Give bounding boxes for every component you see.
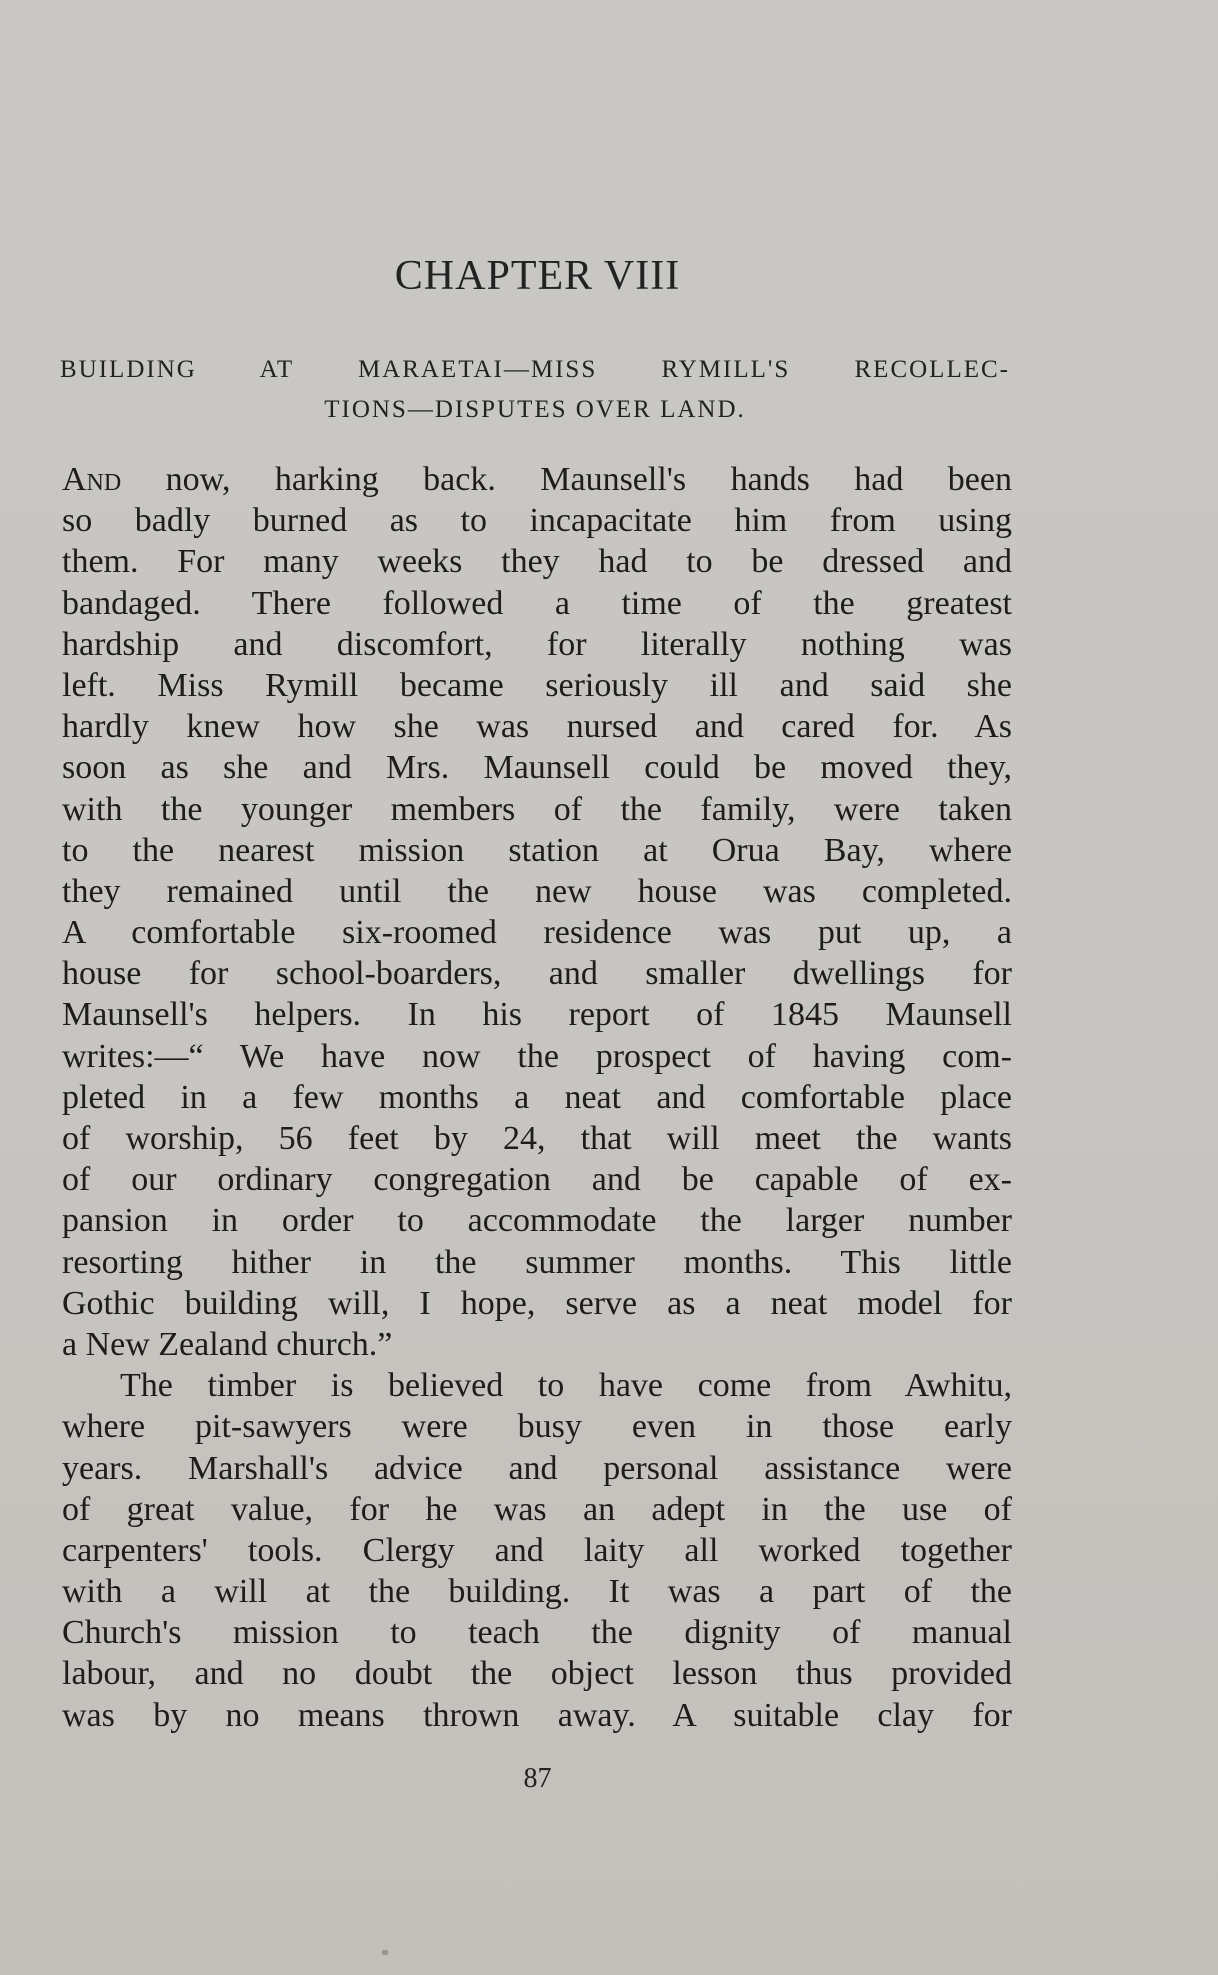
text-line: Maunsell's helpers. In his report of 1845 Maunsell	[62, 996, 1012, 1034]
chapter-subtitle-line: TIONS—DISPUTES OVER LAND.	[324, 396, 746, 423]
text-line: left. Miss Rymill became seriously ill and said she	[62, 666, 1012, 704]
text-line: hardly knew how she was nursed and cared for. As	[62, 708, 1012, 746]
text-line: with the younger members of the family, were taken	[62, 790, 1012, 828]
text-line: writes:—“ We have now the prospect of having com-	[62, 1037, 1012, 1075]
chapter-title: CHAPTER VIII	[394, 253, 681, 299]
text-line: to the nearest mission station at Orua Bay, where	[62, 831, 1012, 869]
text-line: years. Marshall's advice and personal assistance were	[62, 1449, 1012, 1487]
drop-lead-word: And	[62, 461, 122, 498]
text-line: of worship, 56 feet by 24, that will meet the wants	[62, 1120, 1012, 1157]
text-line: them. For many weeks they had to be dressed and	[62, 543, 1012, 581]
text-line: a New Zealand church.”	[62, 1325, 393, 1363]
text-line: of great value, for he was an adept in the use of	[62, 1490, 1012, 1528]
text-line: so badly burned as to incapacitate him from using	[62, 502, 1012, 540]
text-line: of our ordinary congregation and be capable of ex-	[62, 1161, 1012, 1199]
chapter-subtitle	[60, 350, 1010, 430]
text-line: Church's mission to teach the dignity of manual	[62, 1614, 1012, 1652]
text-line: bandaged. There followed a time of the greatest	[62, 584, 1012, 622]
text-line: The timber is believed to have come from Awhitu,	[120, 1367, 1012, 1405]
text-line: was by no means thrown away. A suitable clay for	[62, 1696, 1012, 1734]
text-line: pansion in order to accommodate the larger number	[62, 1202, 1012, 1240]
text-line: And now, harking back. Maunsell's hands had been	[62, 461, 1012, 498]
text-line: hardship and discomfort, for literally nothing was	[62, 625, 1012, 663]
text-line: carpenters' tools. Clergy and laity all worked together	[62, 1531, 1012, 1569]
text-line: house for school-boarders, and smaller dwellings for	[62, 955, 1012, 993]
text-line: labour, and no doubt the object lesson thus provided	[62, 1655, 1012, 1693]
text-line: A comfortable six-roomed residence was put up, a	[62, 914, 1012, 952]
page-number: 87	[523, 1763, 552, 1794]
text-line: where pit-sawyers were busy even in those early	[62, 1408, 1012, 1446]
paper-speck	[382, 1950, 388, 1955]
chapter-subtitle-line: BUILDING AT MARAETAI—MISS RYMILL'S RECOLLEC-	[60, 356, 1010, 383]
text-line: with a will at the building. It was a part of the	[62, 1573, 1012, 1611]
body-text	[62, 459, 1012, 1736]
text-line: Gothic building will, I hope, serve as a neat model for	[62, 1284, 1012, 1322]
text-line: resorting hither in the summer months. This little	[62, 1243, 1012, 1281]
text-line: they remained until the new house was completed.	[62, 872, 1012, 910]
text-line: pleted in a few months a neat and comfortable place	[62, 1078, 1012, 1116]
text-line: soon as she and Mrs. Maunsell could be moved they,	[62, 749, 1012, 787]
